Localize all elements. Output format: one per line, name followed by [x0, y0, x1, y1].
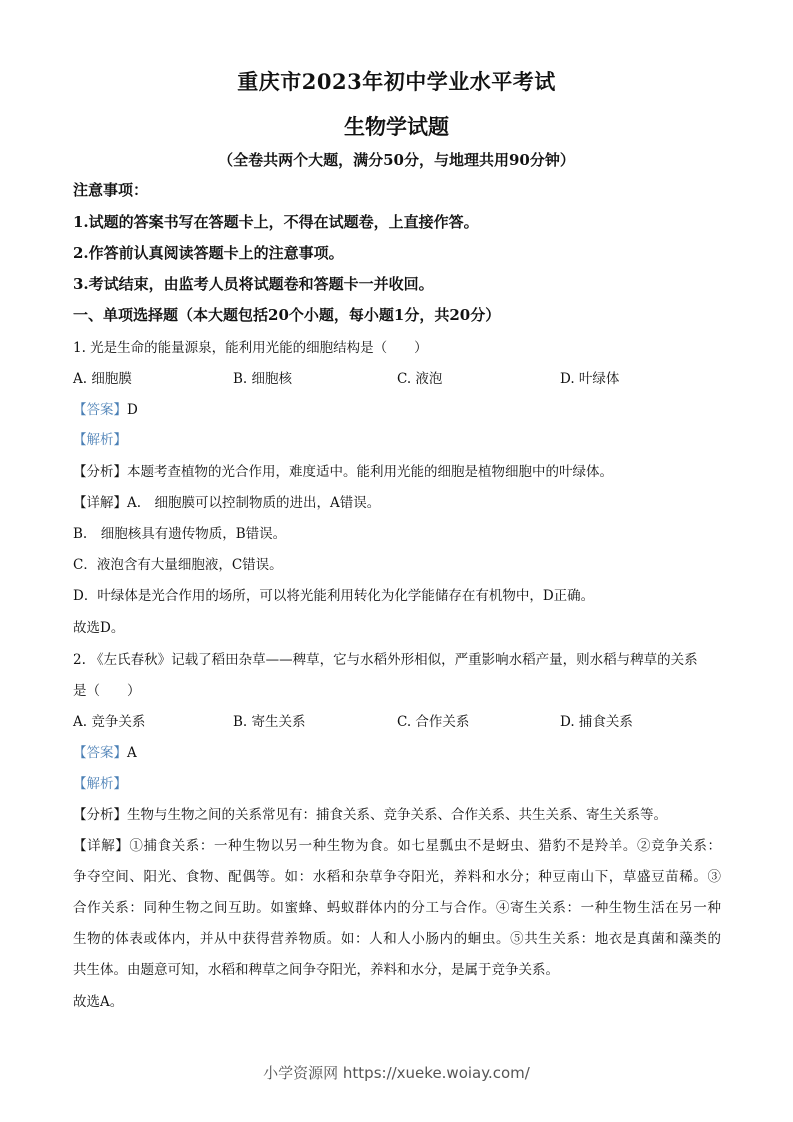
q2-explanation-label: [73, 774, 127, 794]
q1-option-b: B. 细胞核: [233, 371, 293, 387]
q2-answer: [73, 743, 137, 763]
answer-value: A: [127, 745, 137, 761]
q1-option-d: D. 叶绿体: [560, 371, 620, 387]
analysis-text: 生物与生物之间的关系常见有：捕食关系、竞争关系、合作关系、共生关系、寄生关系等。: [127, 807, 667, 823]
question-2-stem-line2: 是（ ）: [73, 683, 141, 699]
q2-option-b: B. 寄生关系: [233, 714, 306, 730]
question-1-stem: 1. 光是生命的能量源泉，能利用光能的细胞结构是（ ）: [73, 340, 428, 356]
exam-title: 重庆市2023年初中学业水平考试: [237, 69, 556, 94]
question-2-stem-line1: 2. 《左氏春秋》记载了稻田杂草——稗草，它与水稻外形相似，严重影响水稻产量，则水稻与稗草的关系: [73, 652, 698, 668]
exam-info: （全卷共两个大题，满分50分，与地理共用90分钟）: [218, 151, 575, 169]
q2-detail-line-5: 共生体。由题意可知，水稻和稗草之间争夺阳光，养料和水分，是属于竞争关系。: [73, 962, 559, 978]
detail-label: 【详解】: [73, 838, 130, 854]
q1-detail-c: C．液泡含有大量细胞液，C错误。: [73, 557, 283, 573]
analysis-label: 【分析】: [73, 464, 127, 480]
q1-answer: [73, 400, 138, 420]
explanation-label: 【解析】: [73, 776, 127, 792]
detail-label: 【详解】: [73, 495, 127, 511]
answer-label: 【答案】: [73, 745, 127, 761]
q2-option-d: D. 捕食关系: [560, 714, 633, 730]
detail-text: A. 细胞膜可以控制物质的进出，A错误。: [127, 495, 381, 511]
analysis-text: 本题考查植物的光合作用，难度适中。能利用光能的细胞是植物细胞中的叶绿体。: [127, 464, 613, 480]
q1-conclusion: 故选D。: [73, 620, 125, 636]
footer-watermark: 小学资源网 https://xueke.woiay.com/: [263, 1064, 530, 1082]
q1-detail-d: D．叶绿体是光合作用的场所，可以将光能利用转化为化学能储存在有机物中，D正确。: [73, 588, 595, 604]
q2-detail-line-4: 生物的体表或体内，并从中获得营养物质。如：人和人小肠内的蛔虫。⑤共生关系：地衣是真菌和藻类的: [73, 931, 721, 947]
q1-option-c: C. 液泡: [397, 371, 443, 387]
exam-subtitle: 生物学试题: [344, 114, 449, 139]
q2-detail-line-1: [73, 836, 721, 856]
q1-option-a: A. 细胞膜: [73, 371, 132, 387]
detail-text: ①捕食关系：一种生物以另一种生物为食。如七星瓢虫不是蚜虫、猎豹不是羚羊。②竞争关系：: [129, 838, 722, 854]
q1-analysis: [73, 462, 613, 482]
q1-detail-b: B. 细胞核具有遗传物质，B错误。: [73, 526, 287, 542]
answer-value: D: [127, 402, 138, 418]
answer-label: 【答案】: [73, 402, 127, 418]
q1-detail-a: [73, 493, 380, 513]
notice-item-2: 2.作答前认真阅读答题卡上的注意事项。: [73, 244, 344, 262]
q2-analysis: [73, 805, 667, 825]
analysis-label: 【分析】: [73, 807, 127, 823]
section-heading: 一、单项选择题（本大题包括20个小题，每小题1分，共20分）: [73, 306, 501, 324]
notice-item-1: 1.试题的答案书写在答题卡上，不得在试题卷，上直接作答。: [73, 213, 479, 231]
q2-option-a: A. 竞争关系: [73, 714, 146, 730]
q2-option-c: C. 合作关系: [397, 714, 470, 730]
q1-explanation-label: [73, 430, 127, 450]
notice-heading: 注意事项：: [73, 181, 149, 199]
notice-item-3: 3.考试结束，由监考人员将试题卷和答题卡一并收回。: [73, 275, 434, 293]
q2-detail-line-2: 争夺空间、阳光、食物、配偶等。如：水稻和杂草争夺阳光，养料和水分；种豆南山下，草盛豆苗稀。③: [73, 869, 721, 885]
explanation-label: 【解析】: [73, 432, 127, 448]
q2-conclusion: 故选A。: [73, 994, 124, 1010]
q2-detail-line-3: 合作关系：同种生物之间互助。如蜜蜂、蚂蚁群体内的分工与合作。④寄生关系：一种生物生活在另一种: [73, 900, 721, 916]
